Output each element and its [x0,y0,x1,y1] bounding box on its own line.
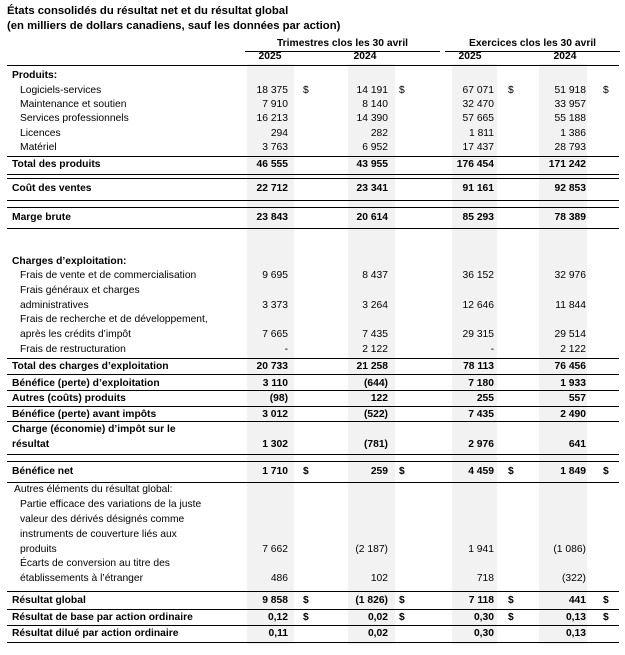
row-value: 0,02 [367,612,388,623]
row-value: 176 454 [456,159,494,170]
row-value: 7 118 [468,595,494,606]
row-value: 255 [476,393,494,404]
row-value: 29 514 [554,329,586,340]
row-value: 18 375 [256,85,288,96]
row-value: 557 [568,393,586,404]
row-label: établissements à l’étranger [20,573,144,584]
dollar-sign: $ [603,612,609,623]
row-label: Frais généraux et charges [20,285,140,296]
row-value: 718 [476,573,494,584]
header-bottom-rule [7,65,619,66]
row-value: 67 071 [462,85,494,96]
row-label: Résultat global [12,595,86,606]
header-quarter-group: Trimestres clos les 30 avril [276,38,409,49]
row-value: 441 [568,595,586,606]
row-label: Services professionnels [20,113,129,124]
row-value: 0,13 [565,628,586,639]
header-year-2: 2024 [353,51,377,62]
row-label: Matériel [20,142,57,153]
row-value: 92 853 [554,183,586,194]
row-label: Autres éléments du résultat global: [14,484,173,495]
row-label: Total des produits [12,159,101,170]
row-value: 122 [370,393,388,404]
row-value: 32 976 [554,270,586,281]
row-value: 259 [370,466,388,477]
row-rule [7,591,619,592]
row-value: 14 191 [356,85,388,96]
row-value: 3 110 [262,378,288,389]
row-label: Maintenance et soutien [20,99,127,110]
row-value: (522) [363,409,388,420]
row-rule [7,482,619,483]
row-value: (2 187) [355,544,388,555]
row-value: 51 918 [554,85,586,96]
row-value: 7 435 [362,329,388,340]
row-value: 14 390 [356,113,388,124]
row-rule [7,374,619,375]
row-label: Bénéfice net [12,466,74,477]
dollar-sign: $ [508,85,514,96]
row-label: Résultat de base par action ordinaire [12,612,193,623]
row-value: 2 490 [560,409,586,420]
row-value: 36 152 [462,270,494,281]
row-value: - [284,344,288,355]
row-value: 33 957 [554,99,586,110]
row-value: 2 122 [560,344,586,355]
row-label: Bénéfice (perte) avant impôts [12,409,157,420]
dollar-sign: $ [399,85,405,96]
row-label: Logiciels-services [20,85,102,96]
row-value: 7 180 [468,378,494,389]
row-value: (98) [269,393,288,404]
row-rule [7,642,619,643]
row-value: 1 302 [262,439,288,450]
dollar-sign: $ [399,466,405,477]
row-value: (781) [363,439,388,450]
row-value: (1 826) [355,595,388,606]
row-label: Écarts de conversion au titre des [20,558,170,569]
row-rule [7,358,619,359]
row-rule [7,421,619,422]
row-label: Frais de restructuration [20,344,126,355]
row-value: 57 665 [462,113,494,124]
header-year-3: 2025 [458,51,482,62]
row-rule [7,454,619,455]
row-label: Autres (coûts) produits [12,393,126,404]
row-value: 1 849 [560,466,586,477]
dollar-sign: $ [399,612,405,623]
row-label: valeur des dérivés désignés comme [20,514,185,525]
row-value: 0,30 [473,612,494,623]
row-rule [7,156,619,157]
row-value: 20 733 [256,361,288,372]
row-value: 85 293 [462,212,494,223]
row-value: (322) [561,573,586,584]
row-rule [7,461,619,462]
dollar-sign: $ [508,595,514,606]
row-value: 9 695 [262,270,288,281]
header-year-group: Exercices clos les 30 avril [468,38,597,49]
row-value: 11 844 [555,300,586,311]
row-label: instruments de couverture liés aux [20,529,177,540]
row-value: 28 793 [554,142,586,153]
row-value: - [490,344,494,355]
dollar-sign: $ [603,85,609,96]
row-rule [7,609,619,610]
row-label: produits [20,544,57,555]
row-value: 78 389 [554,212,586,223]
row-value: 0,12 [267,612,288,623]
row-value: 7 665 [262,329,288,340]
row-rule [7,178,619,179]
header-year-4: 2024 [553,51,577,62]
row-value: 7 910 [262,99,288,110]
row-value: 20 614 [356,212,388,223]
row-label: Résultat dilué par action ordinaire [12,628,179,639]
row-value: 9 858 [262,595,288,606]
dollar-sign: $ [303,466,309,477]
row-value: 3 763 [262,142,288,153]
row-value: 6 952 [362,142,388,153]
row-value: 22 712 [256,183,288,194]
row-label: Charge (économie) d’impôt sur le [12,424,176,435]
row-value: 1 386 [560,128,586,139]
row-value: 12 646 [462,300,494,311]
row-rule [7,174,619,175]
row-value: 23 341 [356,183,388,194]
row-label: Charges d’exploitation: [12,256,127,267]
row-value: 171 242 [548,159,586,170]
row-value: 23 843 [256,212,288,223]
row-value: 43 955 [356,159,388,170]
row-value: 7 435 [468,409,494,420]
row-label: Frais de vente et de commercialisation [20,270,197,281]
row-value: 282 [370,128,388,139]
row-value: 1 941 [468,544,494,555]
row-rule [7,207,619,208]
row-value: 1 933 [560,378,586,389]
dollar-sign: $ [603,595,609,606]
row-label: Frais de recherche et de développement, [20,314,208,325]
row-value: 0,13 [565,612,586,623]
row-label: Produits: [12,70,58,81]
dollar-sign: $ [399,595,405,606]
row-value: 3 373 [262,300,288,311]
row-value: 641 [568,439,586,450]
dollar-sign: $ [303,595,309,606]
header-year-1: 2025 [258,51,282,62]
dollar-sign: $ [603,466,609,477]
row-value: 29 315 [462,329,494,340]
dollar-sign: $ [303,85,309,96]
row-value: 8 437 [362,270,388,281]
row-value: 32 470 [462,99,494,110]
row-label: Licences [20,128,61,139]
row-value: 7 662 [262,544,288,555]
row-rule [7,406,619,407]
row-value: 0,02 [367,628,388,639]
row-value: 55 188 [554,113,586,124]
row-value: 46 555 [256,159,288,170]
dollar-sign: $ [508,612,514,623]
row-value: 3 264 [362,300,388,311]
row-label: Bénéfice (perte) d’exploitation [12,378,160,389]
row-value: 2 122 [362,344,388,355]
row-value: (644) [363,378,388,389]
row-label: Marge brute [12,212,71,223]
row-label: Partie efficace des variations de la juste [20,499,202,510]
row-value: 1 710 [262,466,288,477]
row-value: 16 213 [256,113,288,124]
statement-title: États consolidés du résultat net et du résultat global [7,5,289,17]
row-value: 1 811 [468,128,494,139]
row-label: résultat [12,439,50,450]
row-value: 4 459 [468,466,494,477]
row-value: 8 140 [362,99,388,110]
row-rule [7,200,619,201]
row-value: 2 976 [468,439,494,450]
row-value: 294 [270,128,288,139]
row-value: 3 012 [262,409,288,420]
row-rule [7,625,619,626]
row-label: Coût des ventes [12,183,92,194]
row-value: 78 113 [463,361,494,372]
row-value: 91 161 [462,183,494,194]
row-value: 21 258 [356,361,388,372]
row-value: 486 [270,573,288,584]
row-value: (1 086) [553,544,586,555]
row-label: administratives [20,300,89,311]
row-value: 102 [370,573,388,584]
row-value: 0,30 [473,628,494,639]
statement-subtitle: (en milliers de dollars canadiens, sauf les données par action) [7,19,341,32]
row-value: 76 456 [554,361,586,372]
row-label: après les crédits d’impôt [20,329,132,340]
row-rule [7,390,619,391]
dollar-sign: $ [303,612,309,623]
row-label: Total des charges d’exploitation [12,361,169,372]
dollar-sign: $ [508,466,514,477]
row-value: 17 437 [462,142,494,153]
row-rule [7,228,619,229]
row-value: 0,11 [268,628,288,639]
